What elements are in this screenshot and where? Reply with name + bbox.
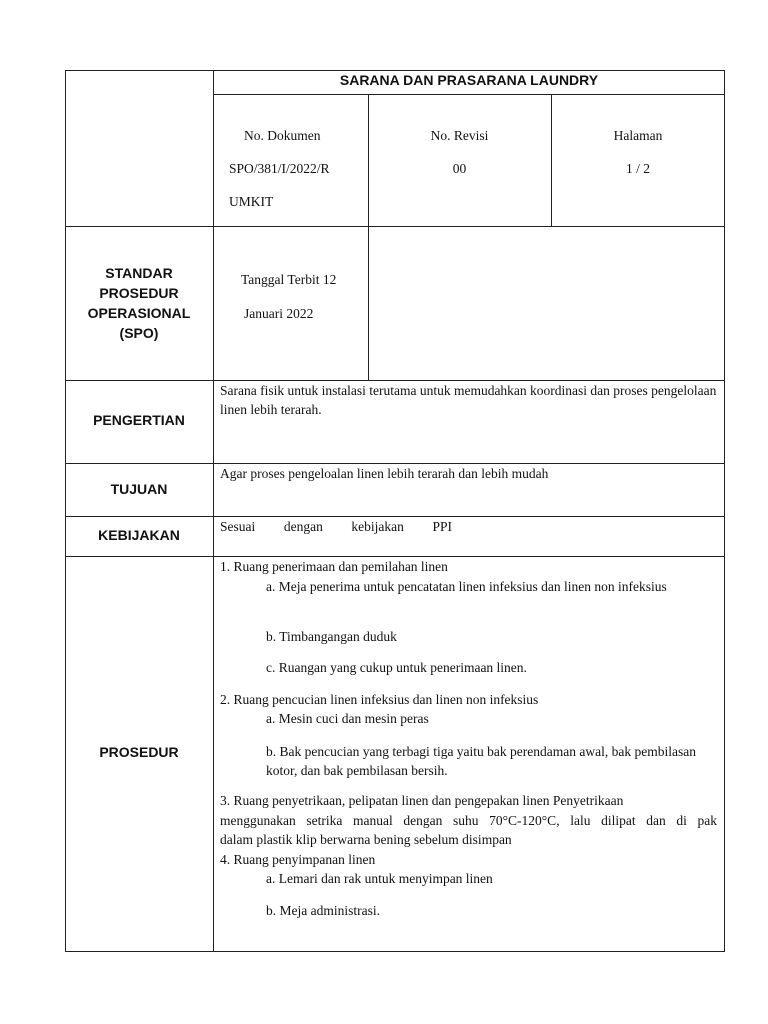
spo-label-line: PROSEDUR xyxy=(99,285,179,301)
prosedur-item-3-cont: dalam plastik klip berwarna bening sebelum disimpan xyxy=(220,832,512,847)
column-divider xyxy=(213,70,214,952)
pengertian-text: Sarana fisik untuk instalasi terutama untuk memudahkan koordinasi dan proses pengelolaan linen lebih terarah. xyxy=(220,383,717,417)
prosedur-label: PROSEDUR xyxy=(99,744,179,760)
kebijakan-text: Sesuai dengan kebijakan PPI xyxy=(220,519,452,534)
prosedur-item-1c: c. Ruangan yang cukup untuk penerimaan linen. xyxy=(266,660,527,675)
spo-label xyxy=(65,263,213,343)
kebijakan-label: KEBIJAKAN xyxy=(98,527,180,543)
prosedur-item-3: 3. Ruang penyetrikaan, pelipatan linen dan pengepakan linen Penyetrikaan xyxy=(220,793,624,808)
revision-value: 00 xyxy=(452,161,467,176)
doc-number-value-cont: UMKIT xyxy=(229,194,274,209)
issue-date: Tanggal Terbit 12 xyxy=(241,272,337,287)
prosedur-item-2a: a. Mesin cuci dan mesin peras xyxy=(266,711,429,726)
prosedur-item-1b: b. Timbangangan duduk xyxy=(266,629,397,644)
spo-label-line: (SPO) xyxy=(119,325,159,341)
prosedur-item-1a: a. Meja penerima untuk pencatatan linen infeksius dan linen non infeksius xyxy=(266,579,667,594)
page-value: 1 / 2 xyxy=(625,161,650,176)
doc-number-value: SPO/381/I/2022/R xyxy=(229,161,330,176)
revision-label: No. Revisi xyxy=(430,128,489,143)
row-divider xyxy=(65,226,725,227)
prosedur-item-2b: b. Bak pencucian yang terbagi tiga yaitu bak perendaman awal, bak pembilasan kotor, dan bak pembilasan bersih. xyxy=(266,744,696,778)
prosedur-item-4: 4. Ruang penyimpanan linen xyxy=(220,852,376,867)
pengertian-label: PENGERTIAN xyxy=(93,412,185,428)
doc-number-label: No. Dokumen xyxy=(244,128,321,143)
document-title: SARANA DAN PRASARANA LAUNDRY xyxy=(339,72,599,88)
spo-label-line: STANDAR xyxy=(105,265,173,281)
row-divider xyxy=(213,94,725,95)
prosedur-item-1: 1. Ruang penerimaan dan pemilahan linen xyxy=(220,559,448,574)
prosedur-item-4a: a. Lemari dan rak untuk menyimpan linen xyxy=(266,871,493,886)
prosedur-item-4b: b. Meja administrasi. xyxy=(266,903,380,918)
issue-date-cont: Januari 2022 xyxy=(244,306,314,321)
tujuan-label: TUJUAN xyxy=(110,481,168,497)
prosedur-item-3-cont: menggunakan setrika manual dengan suhu 70°C-120°C, lalu dilipat dan di pak xyxy=(220,813,717,828)
page-label: Halaman xyxy=(613,128,663,143)
tujuan-text: Agar proses pengeloalan linen lebih terarah dan lebih mudah xyxy=(220,466,549,481)
prosedur-item-2: 2. Ruang pencucian linen infeksius dan linen non infeksius xyxy=(220,692,539,707)
spo-label-line: OPERASIONAL xyxy=(87,305,191,321)
